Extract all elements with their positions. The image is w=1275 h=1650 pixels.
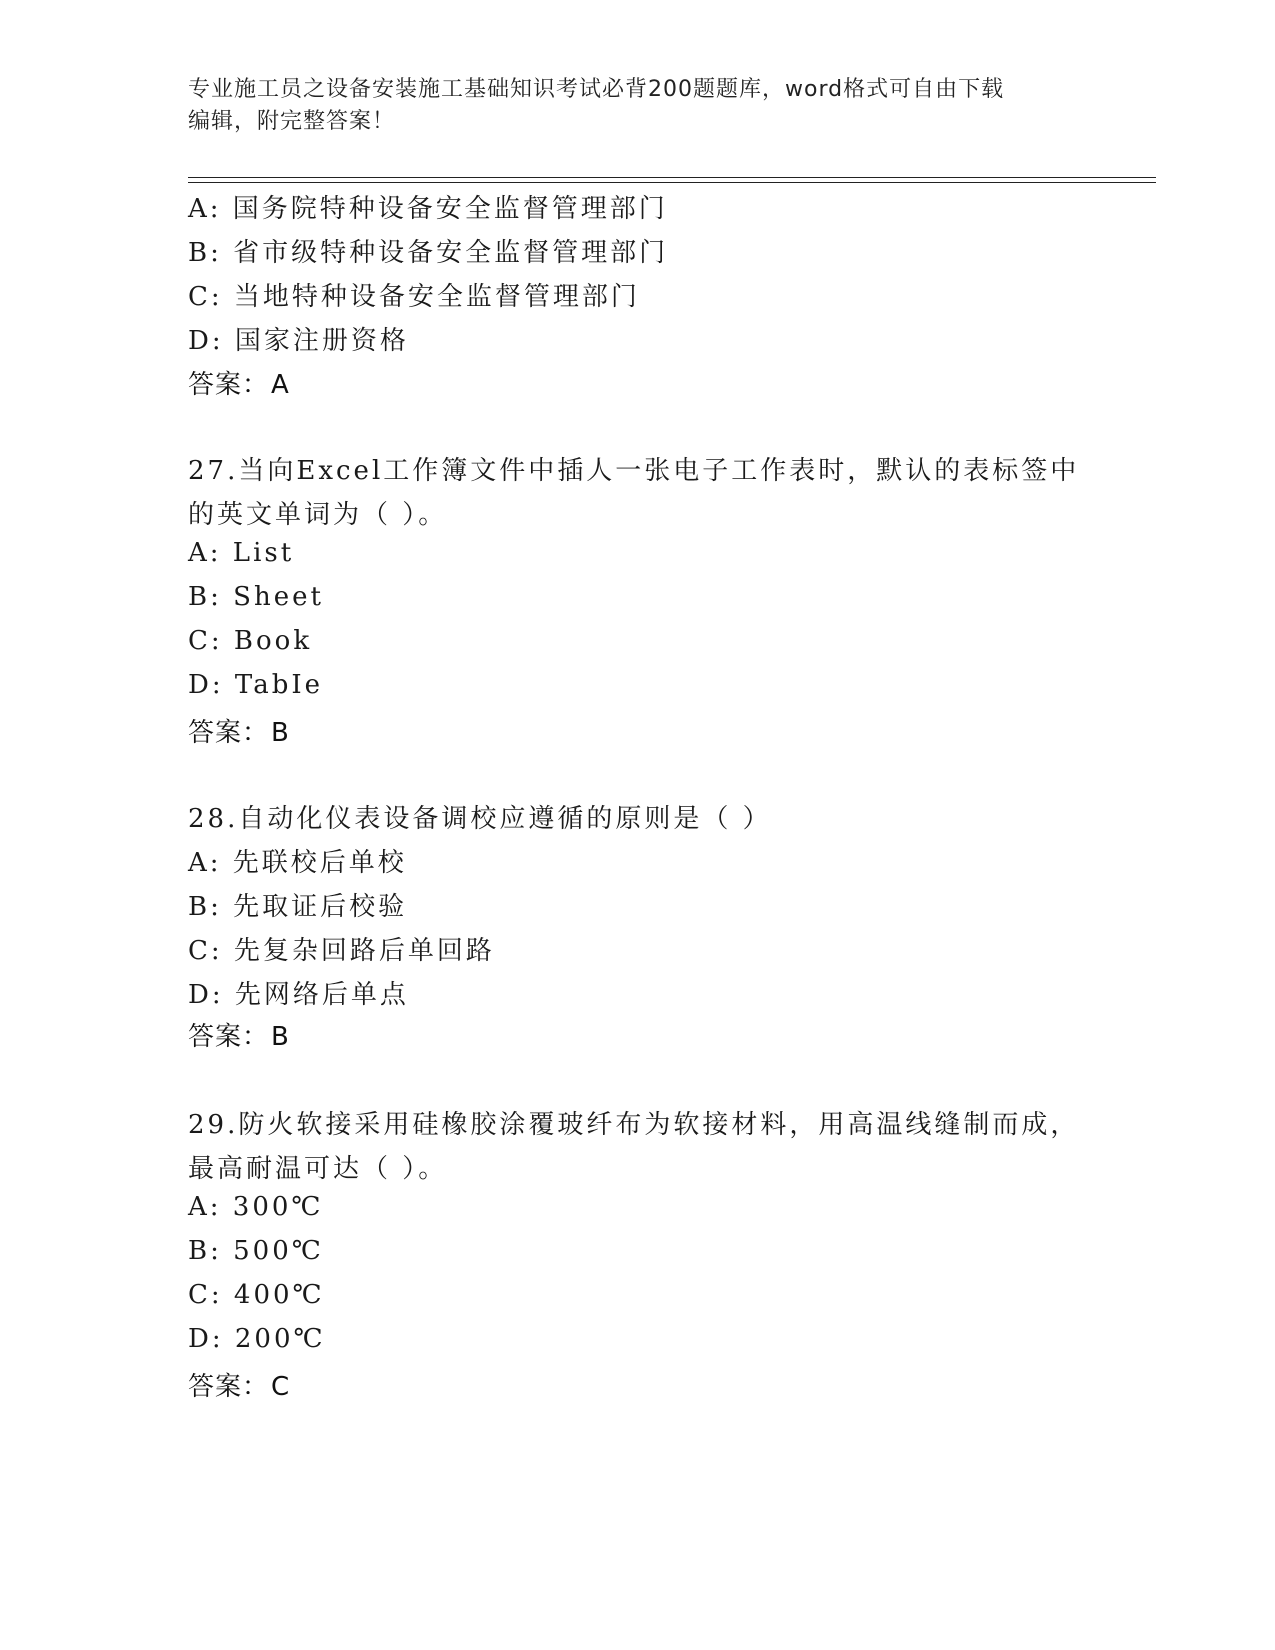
- document-header: [188, 74, 1068, 138]
- option-a: A: 300℃: [188, 1192, 324, 1222]
- answer-line: [188, 364, 290, 401]
- answer-value: B: [271, 718, 290, 748]
- option-c: C: 400℃: [188, 1280, 325, 1310]
- option-b: B: 500℃: [188, 1236, 324, 1266]
- question-stem-line-2: 的英文单词为（ ）。: [188, 500, 448, 530]
- answer-label: 答案：: [188, 1022, 270, 1052]
- question-stem-line-1: 27.当向Excel工作簿文件中插人一张电子工作表时，默认的表标签中: [188, 456, 1080, 486]
- question-stem-line-2: 最高耐温可达（ ）。: [188, 1154, 448, 1184]
- option-b: B: 省市级特种设备安全监督管理部门: [188, 238, 669, 268]
- answer-line: [188, 1366, 290, 1403]
- answer-label: 答案：: [188, 718, 270, 748]
- option-a: A: List: [188, 538, 295, 568]
- header-divider-bottom: [188, 182, 1156, 183]
- header-title-line-2: 编辑，附完整答案！: [188, 109, 396, 134]
- option-d: D: 先网络后单点: [188, 980, 409, 1010]
- question-stem-line-1: 29.防火软接采用硅橡胶涂覆玻纤布为软接材料，用高温线缝制而成，: [188, 1110, 1080, 1140]
- answer-label: 答案：: [188, 370, 270, 400]
- answer-line: [188, 1016, 290, 1053]
- header-divider-top: [188, 177, 1156, 178]
- question-stem-line-1: 28.自动化仪表设备调校应遵循的原则是（ ）: [188, 804, 772, 834]
- option-a: A: 国务院特种设备安全监督管理部门: [188, 194, 668, 224]
- answer-value: C: [271, 1372, 291, 1402]
- option-b: B: 先取证后校验: [188, 892, 408, 922]
- option-b: B: Sheet: [188, 582, 324, 612]
- answer-value: B: [271, 1022, 290, 1052]
- option-c: C: Book: [188, 626, 313, 656]
- answer-label: 答案：: [188, 1372, 270, 1402]
- answer-line: [188, 712, 290, 749]
- option-d: D: TabIe: [188, 670, 323, 700]
- option-d: D: 国家注册资格: [188, 326, 409, 356]
- option-d: D: 200℃: [188, 1324, 326, 1354]
- option-c: C: 先复杂回路后单回路: [188, 936, 495, 966]
- option-a: A: 先联校后单校: [188, 848, 407, 878]
- answer-value: A: [271, 370, 290, 400]
- option-c: C: 当地特种设备安全监督管理部门: [188, 282, 640, 312]
- header-title-line-1: 专业施工员之设备安装施工基础知识考试必背200题题库，word格式可自由下载: [188, 77, 1005, 102]
